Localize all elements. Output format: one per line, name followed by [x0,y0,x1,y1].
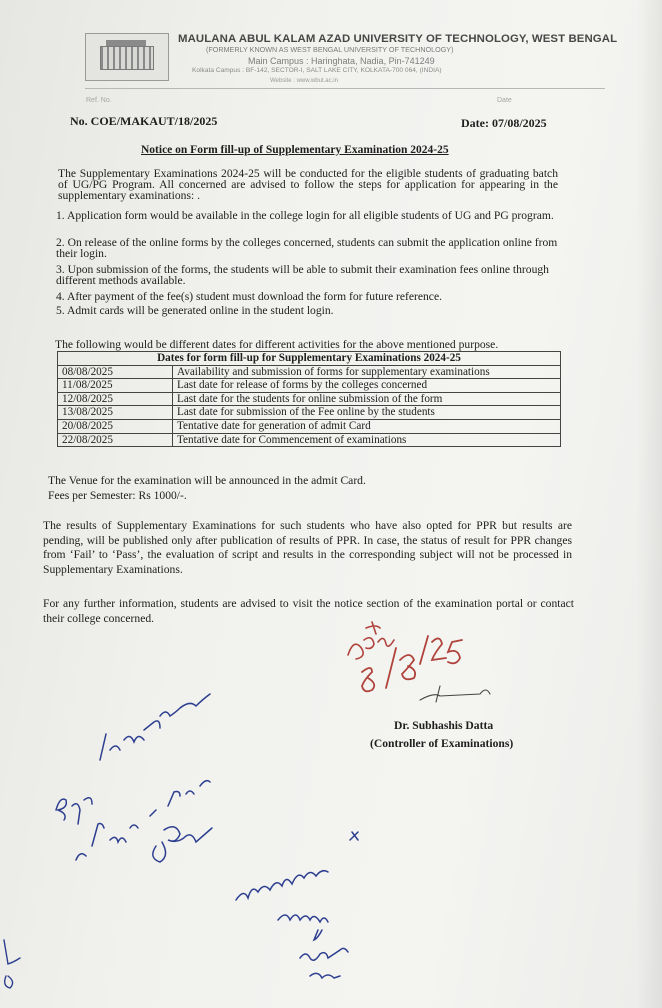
paper-shadow-edge [636,0,662,1008]
schedule-activity: Tentative date for generation of admit Card [173,419,561,433]
table-row [58,419,561,433]
schedule-date: 12/08/2025 [58,392,173,406]
notice-title: Notice on Form fill-up of Supplementary Examination 2024-25 [141,144,449,156]
venue-and-fees [48,474,366,503]
schedule-date: 20/08/2025 [58,419,173,433]
step-item: 3. Upon submission of the forms, the students will be able to submit their examination fees online through different methods available. [56,263,549,288]
table-row [58,365,561,379]
intro-paragraph: The Supplementary Examinations 2024-25 will be conducted for the eligible students of graduating batch of UG/PG Program. All concerned are advised to follow the steps for application for appearing in the supplementary examinations: . [58,167,558,203]
schedule-activity: Last date for the students for online submission of the form [173,392,561,406]
schedule-date: 13/08/2025 [58,406,173,420]
schedule-table-title: Dates for form fill-up for Supplementary Examinations 2024-25 [58,352,561,366]
signatory-name: Dr. Subhashis Datta [394,719,494,732]
university-logo [85,33,169,81]
schedule-activity: Last date for submission of the Fee online by the students [173,406,561,420]
schedule-date: 08/08/2025 [58,365,173,379]
website: Website : www.wbut.ac.in [270,78,338,84]
table-lead-text: The following would be different dates for different activities for the above mentioned purpose. [55,338,499,351]
further-info-paragraph: For any further information, students are advised to visit the notice section of the examination portal or contact their college concerned. [43,597,574,625]
step-item: 4. After payment of the fee(s) student must download the form for future reference. [56,290,442,303]
main-campus-address: Main Campus : Haringhata, Nadia, Pin-741249 [248,56,435,66]
step-item: 2. On release of the online forms by the colleges concerned, students can submit the application online from their login. [56,236,558,261]
schedule-date: 11/08/2025 [58,379,173,393]
table-row [58,406,561,420]
table-row [58,433,561,447]
schedule-table [57,351,561,447]
schedule-activity: Availability and submission of forms for supplementary examinations [173,365,561,379]
schedule-activity: Tentative date for Commencement of examinations [173,433,561,447]
venue-text: The Venue for the examination will be announced in the admit Card. [48,474,366,487]
schedule-date: 22/08/2025 [58,433,173,447]
notice-date: Date: 07/08/2025 [461,116,547,130]
letterhead-divider [85,88,605,89]
table-row [58,392,561,406]
university-name: MAULANA ABUL KALAM AZAD UNIVERSITY OF TECHNOLOGY, WEST BENGAL [178,33,618,45]
date-label: Date [497,97,512,104]
fees-text: Fees per Semester: Rs 1000/-. [48,488,187,502]
schedule-activity: Last date for release of forms by the colleges concerned [173,379,561,393]
ref-no-label: Ref. No. [86,97,112,104]
kolkata-campus-address: Kolkata Campus : BF-142, SECTOR-I, SALT LAKE CITY, KOLKATA-700 064, (INDIA) [192,67,442,74]
steps-list [56,210,562,316]
university-former-name: (FORMERLY KNOWN AS WEST BENGAL UNIVERSITY OF TECHNOLOGY) [206,45,454,54]
signatory-designation: (Controller of Examinations) [370,737,514,750]
table-row [58,379,561,393]
results-paragraph: The results of Supplementary Examinations for such students who have also opted for PPR but results are pending, will be published only after publication of results of PPR. In case, the status of result for PPR changes from ‘Fail’ to ‘Pass’, the evaluation of script and results in the corresponding subject will not be processed in Supplementary Examinations. [43,519,572,576]
step-item: 1. Application form would be available in the college login for all eligible students of UG and PG program. [56,209,554,222]
reference-number: No. COE/MAKAUT/18/2025 [70,114,218,128]
step-item: 5. Admit cards will be generated online in the student login. [56,304,334,318]
